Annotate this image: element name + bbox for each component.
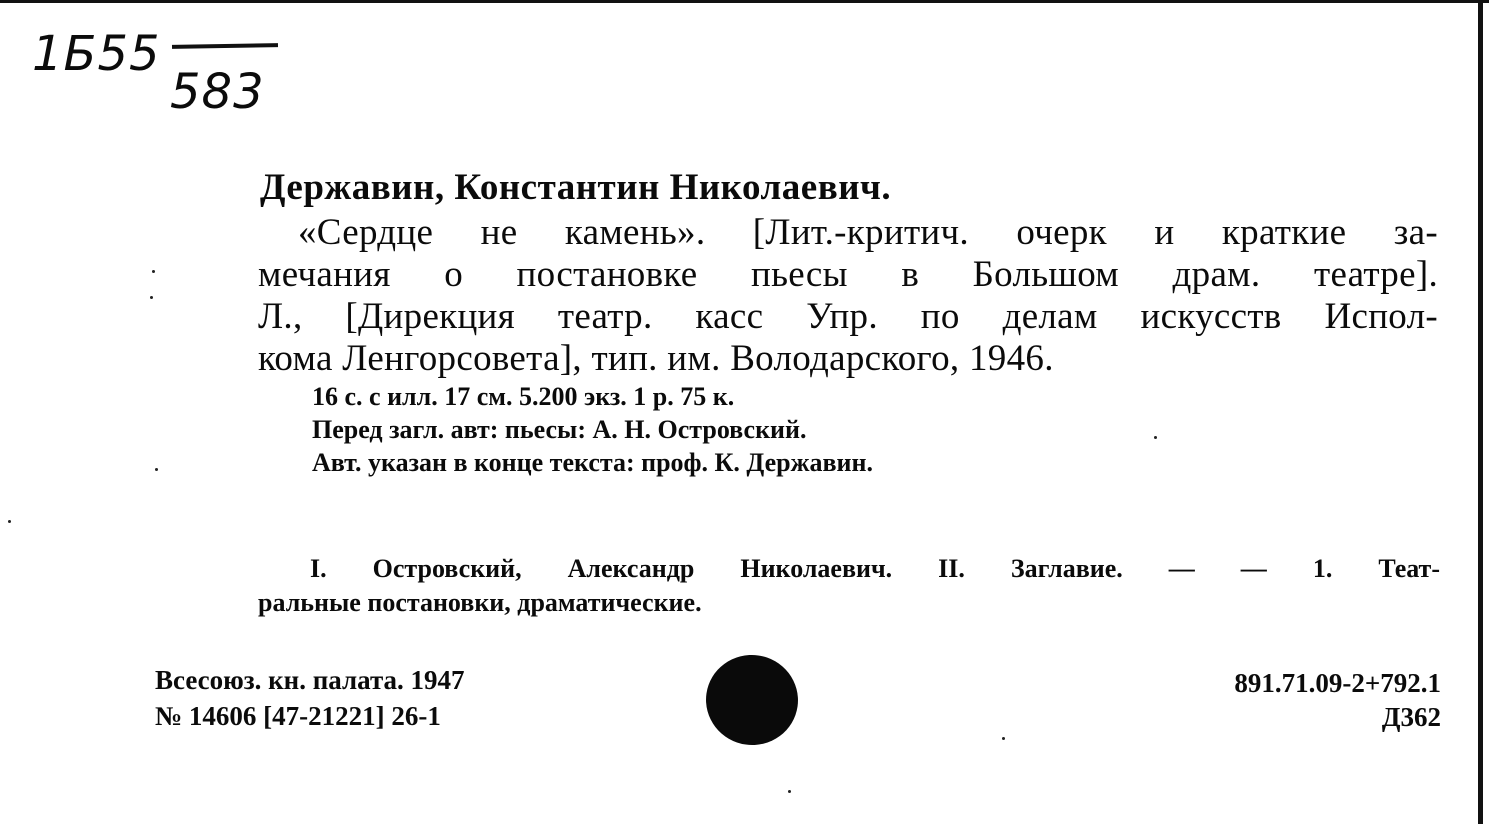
scan-speck — [150, 296, 153, 299]
tracing-line: I. Островский, Александр Николаевич. II. Заглавие. — — 1. Теат- — [310, 554, 1440, 583]
scan-speck — [788, 790, 791, 793]
scan-speck — [1154, 436, 1157, 439]
description-line: «Сердце не камень». [Лит.-критич. очерк и краткие за- — [298, 212, 1438, 253]
card-top-edge — [0, 0, 1489, 3]
bibliographic-description — [258, 212, 1438, 380]
call-number-bottom: 583 — [170, 64, 265, 120]
scan-speck — [152, 270, 155, 273]
scan-speck — [1002, 737, 1005, 740]
tracing-line: ральные постановки, драматические. — [258, 588, 702, 617]
call-number-fraction-bar — [172, 43, 278, 49]
chamber-registration — [155, 662, 465, 734]
subject-tracings — [258, 552, 1440, 620]
card-right-edge — [1478, 0, 1483, 824]
scan-speck — [8, 520, 11, 523]
note-line: Перед загл. авт: пьесы: А. Н. Островский. — [312, 415, 807, 444]
registration-line: Всесоюз. кн. палата. 1947 — [155, 665, 465, 695]
scan-speck — [155, 468, 158, 471]
note-line: 16 с. с илл. 17 см. 5.200 экз. 1 р. 75 к. — [312, 382, 735, 411]
classification-code: 891.71.09-2+792.1 — [1234, 668, 1441, 698]
description-line: кома Ленгорсовета], тип. им. Володарского, 1946. — [258, 338, 1054, 379]
author-mark: Д362 — [1381, 702, 1441, 732]
card-punch-hole — [700, 649, 804, 751]
description-line: Л., [Дирекция театр. касс Упр. по делам искусств Испол- — [258, 296, 1438, 337]
physical-notes — [312, 380, 873, 479]
classification-codes — [1234, 666, 1441, 734]
description-line: мечания о постановке пьесы в Большом драм. театре]. — [258, 254, 1438, 295]
call-number-top: 1Б55 — [32, 26, 161, 82]
author-heading: Державин, Константин Николаевич. — [260, 167, 892, 208]
note-line: Авт. указан в конце текста: проф. К. Державин. — [312, 448, 873, 477]
registration-line: № 14606 [47-21221] 26-1 — [155, 701, 441, 731]
